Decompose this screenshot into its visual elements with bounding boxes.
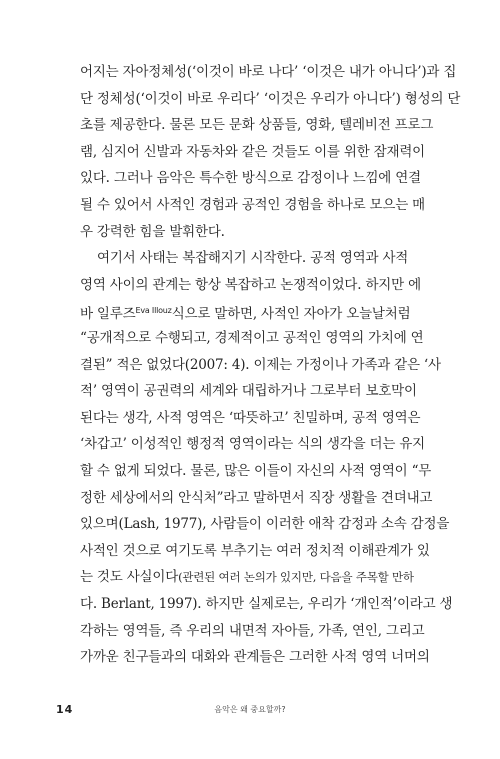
body-line: 된다는 생각, 사적 영역은 ‘따뜻하고’ 친밀하며, 공적 영역은 — [80, 409, 421, 426]
body-line: 할 수 없게 되었다. 물론, 많은 이들이 자신의 사적 영역이 “무 — [80, 463, 432, 479]
body-line: 다. Berlant, 1997). 하지만 실제로는, 우리가 ‘개인적’이라고 생 — [80, 596, 453, 612]
parenthetical-note: (관련된 여러 논의가 있지만, 다음을 주목할 만하 — [178, 570, 414, 585]
body-line: 우 강력한 힘을 발휘한다. — [80, 223, 225, 240]
page-number: 14 — [56, 703, 74, 716]
body-line-rest: 식으로 말하면, 사적인 자아가 오늘날처럼 — [171, 306, 411, 323]
body-line: 적’ 영역이 공권력의 세계와 대립하거나 그로부터 보호막이 — [80, 383, 417, 400]
body-line: 가까운 친구들과의 대화와 관계들은 그러한 사적 영역 너머의 — [80, 649, 430, 666]
body-line: 어지는 자아정체성(‘이것이 바로 나다’ ‘이것은 내가 아니다’)과 집 — [80, 64, 457, 80]
body-line: ‘차갑고’ 이성적인 행정적 영역이라는 식의 생각을 더는 유지 — [80, 436, 426, 453]
body-line: 단 정체성(‘이것이 바로 우리다’ ‘이것은 우리가 아니다’) 형성의 단 — [80, 90, 461, 107]
body-line: 있으며(Lash, 1977), 사람들이 이러한 애착 감정과 소속 감정을 — [80, 516, 450, 533]
body-line-indented: 여기서 사태는 복잡해지기 시작한다. 공적 영역과 사적 — [97, 250, 409, 267]
body-text: 는 것도 사실이다 — [80, 569, 179, 586]
body-line: 각하는 영역들, 즉 우리의 내면적 자아들, 가족, 연인, 그리고 — [80, 622, 425, 639]
body-line: “공개적으로 수행되고, 경제적이고 공적인 영역의 가치에 연 — [80, 330, 424, 346]
body-line: 정한 세상에서의 안식처”라고 말하면서 직장 생활을 견뎌내고 — [80, 489, 433, 506]
body-line: 사적인 것으로 여기도록 부추기는 여러 정치적 이해관계가 있 — [80, 542, 430, 559]
body-line: 영역 사이의 관계는 항상 복잡하고 논쟁적이었다. 하지만 에 — [80, 276, 421, 293]
body-line: 될 수 있어서 사적인 경험과 공적인 경험을 하나로 모으는 매 — [80, 197, 426, 213]
body-line: 램, 심지어 신발과 자동차와 같은 것들도 이를 위한 잠재력이 — [80, 143, 426, 160]
body-line: 있다. 그러나 음악은 특수한 방식으로 감정이나 느낌에 연결 — [80, 170, 421, 187]
running-footer-title: 음악은 왜 중요할까? — [214, 705, 286, 714]
body-line — [80, 567, 420, 587]
body-line: 결된” 적은 없었다(2007: 4). 이제는 가정이나 가족과 같은 ‘사 — [80, 356, 441, 373]
author-name-superscript: Eva Illouz — [135, 306, 172, 316]
body-line: 초를 제공한다. 물론 모든 문화 상품들, 영화, 텔레비전 프로그 — [80, 117, 434, 134]
body-line — [80, 301, 420, 321]
author-name: 바 일루즈 — [80, 306, 136, 323]
